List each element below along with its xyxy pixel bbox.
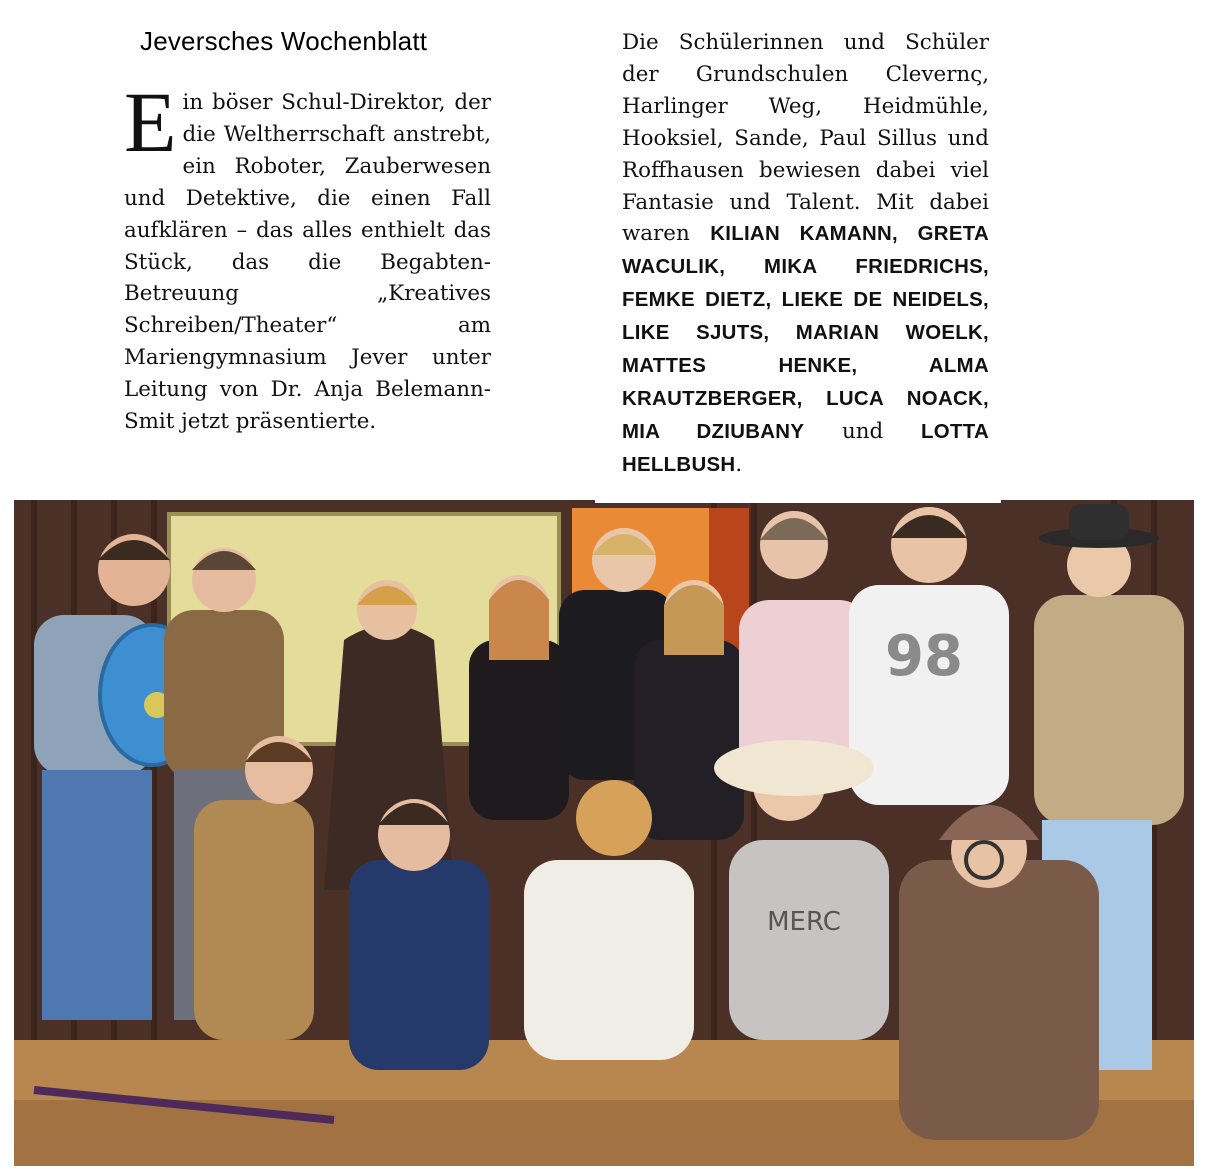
shirt-print: MERC bbox=[767, 907, 841, 937]
article-left-column bbox=[124, 74, 491, 438]
caption-box-edge bbox=[595, 480, 1001, 503]
group-photo bbox=[14, 500, 1194, 1166]
article-body-text: Die Schülerinnen und Schüler der Grundschulen Clevernς, Harlinger Weg, Heidmühle, Hooksiel, Sande, Paul Sillus und Roffhausen bewiesen dabei viel Fantasie und Talent. Mit dabei waren bbox=[622, 30, 989, 247]
participant-names: KILIAN KAMANN, GRETA WACULIK, MIKA FRIEDRICHS, FEMKE DIETZ, LIEKE DE NEIDELS, LIKE SJUTS, MARIAN WOELK, MATTES HENKE, ALMA KRAUTZBERGER, LUCA NOACK, MIA DZIUBANY bbox=[622, 223, 989, 443]
sentence-end: . bbox=[735, 451, 743, 477]
sun-hat bbox=[714, 740, 874, 796]
group-photo-illustration bbox=[14, 500, 1194, 1166]
article-lead-text: in böser Schul-Direktor, der die Weltherrschaft anstrebt, ein Roboter, Zauberwesen und Detektive, die einen Fall aufklären – das alles enthielt das Stück, das die Begabten-Betreuung „Kreatives Schreiben/Theater“ am Mariengymnasium Jever unter Leitung von Dr. Anja Belemann-Smit jetzt präsentierte. bbox=[124, 90, 491, 435]
jersey-number: 98 bbox=[885, 624, 963, 689]
newspaper-masthead: Jeversches Wochenblatt bbox=[140, 26, 428, 56]
connector-text: und bbox=[804, 418, 922, 444]
participant-names-last: LOTTA HELLBUSH bbox=[622, 420, 989, 476]
article-right-column bbox=[622, 27, 989, 482]
drop-cap: E bbox=[124, 74, 177, 170]
